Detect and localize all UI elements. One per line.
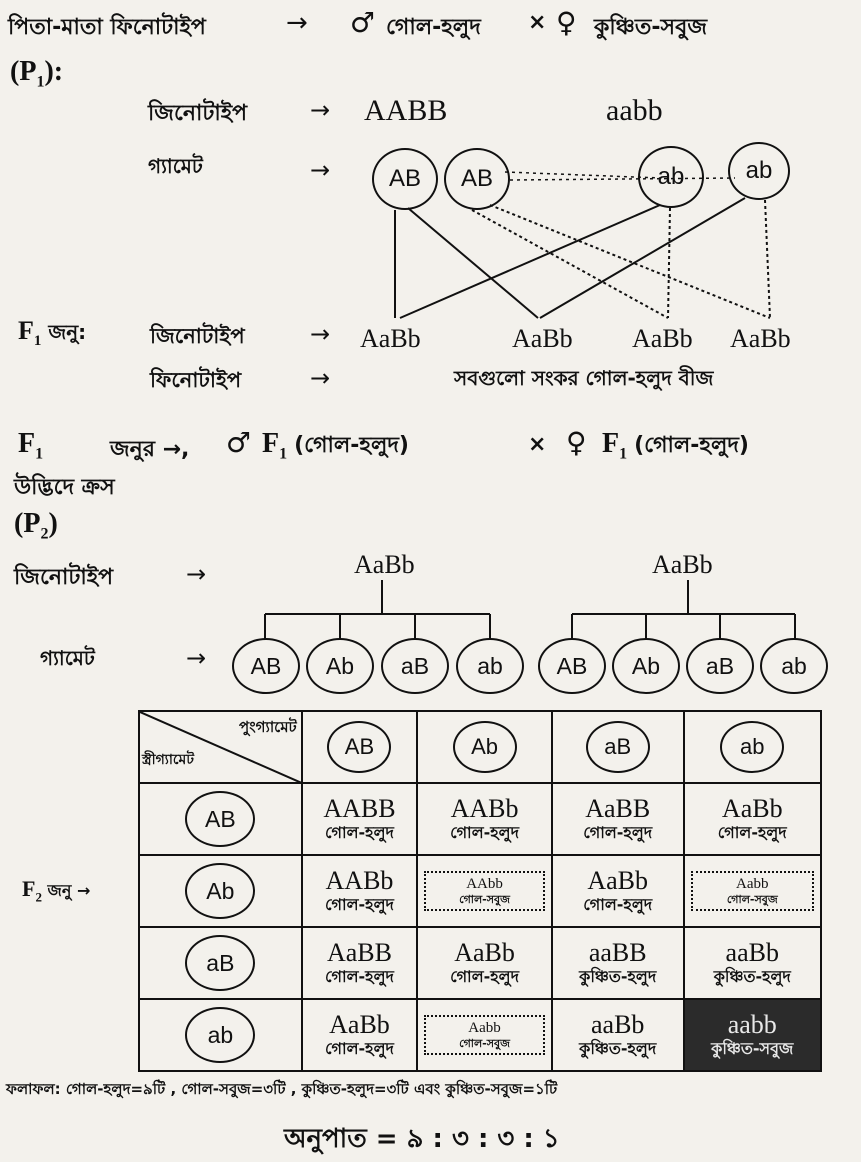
- f1-genotype: AaBb: [632, 324, 693, 353]
- generation-p2-label: $(P_2)$: [14, 508, 58, 543]
- gamete-circle: aB: [381, 638, 449, 694]
- f2-label: $F_2$ জনু →: [22, 876, 91, 905]
- arrow: →: [310, 320, 331, 348]
- cross2-middle: জনুর →,: [110, 437, 190, 462]
- row-header: aB: [139, 927, 302, 999]
- f1-phenotype-text: সবগুলো সংকর গোল-হলুদ বীজ: [454, 366, 714, 390]
- punnett-cell-dark: aabb কুঞ্চিত-সবুজ: [684, 999, 821, 1071]
- punnett-cell-highlight: AAbb গোল-সবুজ: [417, 855, 552, 927]
- punnett-cell: AABb গোল-হলুদ: [302, 855, 418, 927]
- result-text: ফলাফল: গোল-হলুদ=৯টি , গোল-সবুজ=৩টি , কুঞ্চিত-হলুদ=৩টি এবং কুঞ্চিত-সবুজ=১টি: [6, 1080, 558, 1098]
- column-header: ab: [684, 711, 821, 783]
- gamete-circle: aB: [686, 638, 754, 694]
- punnett-cell: AaBb গোল-হলুদ: [684, 783, 821, 855]
- header-male: পুংগ্যামেট: [239, 718, 297, 736]
- row-header: Ab: [139, 855, 302, 927]
- row-header: ab: [139, 999, 302, 1071]
- column-header: AB: [302, 711, 418, 783]
- f1-label: $F_1$ জনু:: [18, 316, 87, 350]
- arrow: →: [310, 156, 331, 184]
- column-header: aB: [552, 711, 684, 783]
- female-symbol: ♀: [556, 6, 577, 39]
- gamete-circle: Ab: [612, 638, 680, 694]
- arrow: →: [186, 644, 207, 672]
- f1-genotype-label: জিনোটাইপ: [150, 324, 245, 348]
- gamete-circle: AB: [232, 638, 300, 694]
- punnett-cell: AaBB গোল-হলুদ: [302, 927, 418, 999]
- ratio-text: অনুপাত = ৯ : ৩ : ৩ : ১: [284, 1124, 560, 1154]
- male-phenotype: গোল-হলুদ: [386, 15, 481, 40]
- header-corner: [139, 711, 302, 783]
- cross-sign: ×: [528, 10, 547, 35]
- punnett-cell: AaBb গোল-হলুদ: [417, 927, 552, 999]
- f1-cross-label: $F_1$: [18, 428, 44, 463]
- male-genotype: AABB: [364, 94, 448, 127]
- punnett-cell: AaBb গোল-হলুদ: [552, 855, 684, 927]
- p2-genotype: AaBb: [354, 550, 415, 579]
- female-parent: $F_1$ (গোল-হলুদ): [602, 428, 749, 463]
- gamete-circle: ab: [728, 142, 790, 200]
- gamete-circle: Ab: [306, 638, 374, 694]
- male-symbol: ♂: [226, 426, 252, 459]
- p2-genotype-label: জিনোটাইপ: [14, 565, 114, 590]
- header-female: স্ত্রীগ্যামেট: [142, 752, 194, 768]
- cross2-line2: উদ্ভিদে ক্রস: [14, 475, 115, 500]
- f1-genotype: AaBb: [730, 324, 791, 353]
- p2-gamete-label: গ্যামেট: [40, 646, 95, 670]
- row-header: AB: [139, 783, 302, 855]
- punnett-square: [138, 710, 822, 1072]
- gamete-circle: ab: [456, 638, 524, 694]
- punnett-cell-highlight: Aabb গোল-সবুজ: [417, 999, 552, 1071]
- female-genotype: aabb: [606, 94, 663, 127]
- punnett-cell: aaBb কুঞ্চিত-হলুদ: [684, 927, 821, 999]
- male-parent: $F_1$ (গোল-হলুদ): [262, 428, 409, 463]
- gamete-circle: AB: [372, 148, 438, 210]
- f1-genotype: AaBb: [512, 324, 573, 353]
- punnett-cell: AABb গোল-হলুদ: [417, 783, 552, 855]
- arrow: →: [186, 560, 207, 588]
- gamete-label: গ্যামেট: [148, 154, 203, 178]
- female-phenotype: কুঞ্চিত-সবুজ: [594, 15, 708, 40]
- genotype-label: জিনোটাইপ: [148, 101, 248, 126]
- male-symbol: ♂: [350, 6, 376, 39]
- arrow: →: [286, 8, 308, 38]
- gamete-circle: ab: [760, 638, 828, 694]
- column-header: Ab: [417, 711, 552, 783]
- cross-sign: ×: [528, 432, 547, 457]
- punnett-cell: AaBb গোল-হলুদ: [302, 999, 418, 1071]
- punnett-cell: AaBB গোল-হলুদ: [552, 783, 684, 855]
- arrow: →: [310, 364, 331, 392]
- gamete-circle: AB: [444, 148, 510, 210]
- gamete-circle: ab: [638, 146, 704, 208]
- parent-phenotype-label: পিতা-মাতা ফিনোটাইপ: [8, 15, 206, 40]
- punnett-cell-highlight: Aabb গোল-সবুজ: [684, 855, 821, 927]
- gamete-circle: AB: [538, 638, 606, 694]
- punnett-cell: AABB গোল-হলুদ: [302, 783, 418, 855]
- punnett-cell: aaBB কুঞ্চিত-হলুদ: [552, 927, 684, 999]
- generation-p1-label: $(P_1)$:: [10, 56, 64, 91]
- female-symbol: ♀: [566, 426, 587, 459]
- p2-genotype: AaBb: [652, 550, 713, 579]
- punnett-cell: aaBb কুঞ্চিত-হলুদ: [552, 999, 684, 1071]
- f1-phenotype-label: ফিনোটাইপ: [150, 368, 242, 392]
- arrow: →: [310, 96, 331, 124]
- f1-genotype: AaBb: [360, 324, 421, 353]
